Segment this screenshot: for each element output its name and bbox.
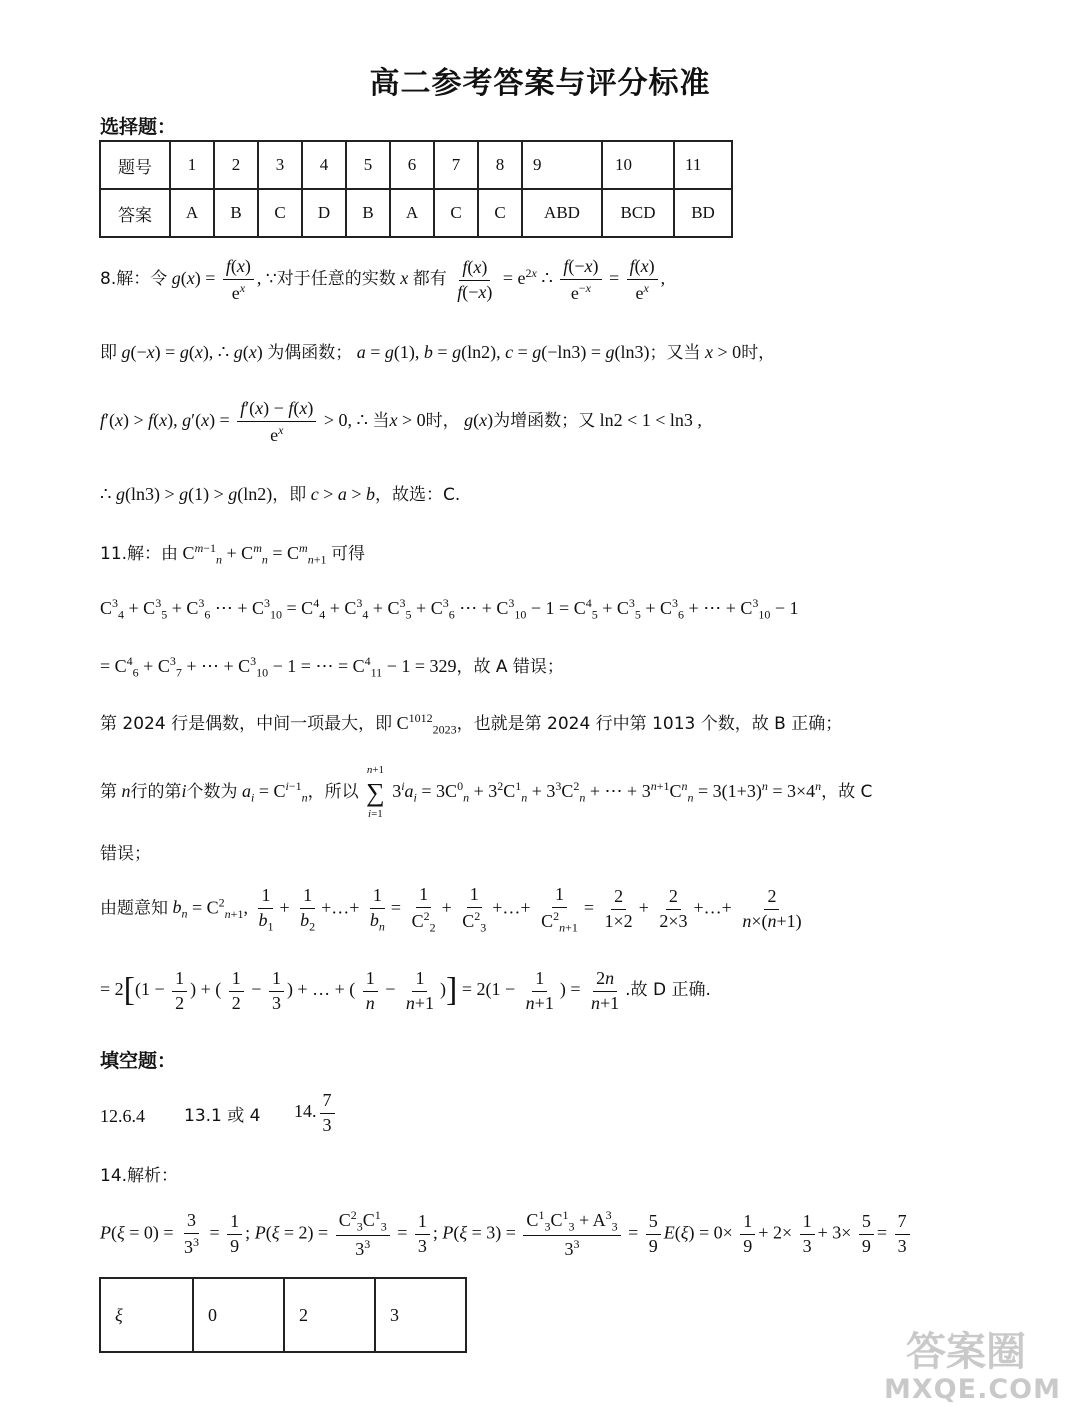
table-cell: 5: [346, 141, 390, 189]
table-cell: B: [346, 189, 390, 237]
table-cell: 0: [193, 1278, 284, 1352]
q8-text: ；又当: [649, 343, 701, 363]
table-cell: 1: [170, 141, 214, 189]
fill-answer-13: 13.1 或 4: [184, 1106, 261, 1126]
q11-line-2: $C^3_4 + C^3_5 + C^3_6$ ⋯ + $C^3_{10} = C^4_4 + C^3_4 + C^3_5 + C^3_6$ ⋯ + $C^3_{10} - 1 = C^4_5 + C^3_5 + C^3_6$ + ⋯ + $C^3_{10} - 1$: [100, 596, 799, 622]
table-cell: BD: [674, 189, 732, 237]
answer-table-header-row: [100, 141, 732, 189]
q11-line-7: 由题意知 $b_n = C^2_{n+1}$, $\frac{1}{b_1}$ + $\frac{1}{b_2}$ +…+ $\frac{1}{b_n}$ = $\frac{1}{C^2_2}$ + $\frac{1}{C^2_3}$ +…+ $\frac{1}{C^2_{n+1}}$ = $\frac{2}{1\times 2}$ + $\frac{2}{2\times 3}$ +…+ $\frac{2}{n\times(n+1)}$: [100, 884, 802, 935]
table-header-label: 题号: [100, 141, 170, 189]
table-cell: 2: [284, 1278, 375, 1352]
q11-text: 个数为: [186, 781, 238, 802]
q8-line-3: f′(x) > f(x), g′(x) = $\frac{f'(x) - f(x)}{e^x}$ > 0, ∴ 当x > 0时， g(x)为增函数；又 ln2 < 1 < ln3 ,: [100, 398, 702, 445]
table-cell: 6: [390, 141, 434, 189]
watermark-logo: 答案圈: [906, 1329, 1026, 1375]
fill-answer-14-label: 14.: [294, 1101, 317, 1122]
watermark-url: MXQE.COM: [884, 1374, 1061, 1405]
q11-text: 可得: [330, 544, 365, 564]
xi-distribution-table: [99, 1277, 467, 1353]
table-cell: C: [258, 189, 302, 237]
table-cell: 11: [674, 141, 732, 189]
q11-line-5: 第 n行的第i个数为 $a_i = C^{i-1}_n$，所以 n+1 ∑ i=1 $3^ia_i = 3C^0_n + 3^2C^1_n + 3^3C^2_n$ + ⋯ + $3^{n+1}C^n_n = 3(1+3)^n = 3\times 4^n$，故 C: [100, 764, 873, 821]
fill-answer-14: [294, 1090, 338, 1136]
page-title: 高二参考答案与评分标准: [369, 67, 711, 100]
table-cell: B: [214, 189, 258, 237]
fill-answer-12: 12.6.4: [100, 1106, 145, 1126]
q8-text: ∵对于任意的实数: [265, 269, 396, 290]
table-cell: C: [434, 189, 478, 237]
table-cell: A: [390, 189, 434, 237]
fill-answer-14-den: 3: [322, 1114, 332, 1135]
table-cell: 3: [258, 141, 302, 189]
q11-line-6: [100, 843, 151, 865]
table-cell: A: [170, 189, 214, 237]
q11-text: .故 D 正确.: [625, 980, 711, 1001]
q11-text: ，也就是第 2024 行中第 1013 个数，故 B 正确；: [456, 714, 843, 734]
q11-text: 第 2024 行是偶数，中间一项最大，即: [100, 714, 393, 734]
section-choice-heading: 选择题：: [100, 116, 177, 138]
table-cell: C: [478, 189, 522, 237]
table-cell: ABD: [522, 189, 602, 237]
q11-intro: 11.解：由: [100, 544, 179, 564]
section-fill-heading: 填空题：: [100, 1050, 177, 1072]
q8-line-1: 8.解：令 g(x) = $\frac{f(x)}{e^x}$ , ∵对于任意的实数 x 都有 $\frac{f(x)}{f(-x)}$ = $e^{2x}$ ∴ $\frac{f(-x)}{e^{-x}}$ = $\frac{f(x)}{e^x}$ ,: [100, 256, 666, 303]
q14-formula-line: P(ξ = 0) = $\frac{3}{3^3}$ = $\frac{1}{9}$ ; P(ξ = 2) = $\frac{C^2_3C^1_3}{3^3}$ = $\frac{1}{3}$ ; P(ξ = 3) = $\frac{C^1_3C^1_3 + A^3_3}{3^3}$ = $\frac{5}{9}$ E(ξ) = 0× $\frac{1}{9}$ + 2× $\frac{1}{3}$ + 3× $\frac{5}{9}$ = $\frac{7}{3}$: [100, 1208, 913, 1261]
q11-text: 错误；: [100, 844, 151, 864]
answer-table-answer-row: [100, 189, 732, 237]
q11-line-1: 11.解：由 $C^{m-1}_n + C^m_n = C^m_{n+1}$ 可得: [100, 541, 365, 567]
table-cell: D: [302, 189, 346, 237]
q11-text: 由题意知: [100, 898, 168, 919]
q8-text: 当: [372, 411, 390, 432]
q11-line-4: 第 2024 行是偶数，中间一项最大，即 $C^{1012}_{2023}$，也就是第 2024 行中第 1013 个数，故 B 正确；: [100, 711, 843, 737]
xi-table-header: ξ: [100, 1278, 193, 1352]
q8-text: ，故选：C.: [375, 485, 461, 505]
q11-text: ，故 A 错误；: [456, 657, 564, 677]
q11-line-3: = $C^4_6 + C^3_7$ + ⋯ + $C^3_{10} - 1$ = ⋯ = $C^4_{11} - 1 = 329$，故 A 错误；: [100, 654, 564, 680]
q11-text: 行的第: [130, 781, 182, 802]
q8-text: 时，: [741, 343, 776, 363]
q11-text: 第: [100, 781, 117, 802]
q14-label: 14.解析：: [100, 1166, 179, 1186]
q11-line-8: = 2[(1 − $\frac{1}{2}$ ) + ( $\frac{1}{2}$ − $\frac{1}{3}$ ) + … + ( $\frac{1}{n}$ − $\frac{1}{n+1}$ )] = 2(1 − $\frac{1}{n+1}$ ) = $\frac{2n}{n+1}$ .故 D 正确.: [100, 968, 711, 1013]
q11-text: ，所以: [307, 781, 359, 802]
table-cell: 8: [478, 141, 522, 189]
q8-text: 都有: [412, 269, 447, 290]
q11-text: ，故 C: [821, 781, 873, 802]
table-answer-label: 答案: [100, 189, 170, 237]
table-cell: BCD: [602, 189, 674, 237]
table-cell: 7: [434, 141, 478, 189]
q8-text: 时，: [425, 411, 460, 432]
q8-text: ，即: [272, 485, 307, 505]
table-cell: 9: [522, 141, 602, 189]
table-cell: 2: [214, 141, 258, 189]
table-cell: 10: [602, 141, 674, 189]
q8-line-4: ∴ g(ln3) > g(1) > g(ln2)，即 c > a > b，故选：C.: [100, 484, 461, 505]
q8-intro: 8.解：令: [100, 269, 168, 290]
q8-text: 为增函数；又: [493, 411, 596, 432]
table-cell: 4: [302, 141, 346, 189]
fill-answer-14-num: 7: [320, 1090, 335, 1114]
answer-table: [99, 140, 733, 238]
table-row: [100, 1278, 466, 1352]
table-cell: 3: [375, 1278, 466, 1352]
q8-line-2: 即 g(−x) = g(x), ∴ g(x) 为偶函数； a = g(1), b = g(ln2), c = g(−ln3) = g(ln3)；又当 x > 0时，: [100, 342, 776, 363]
